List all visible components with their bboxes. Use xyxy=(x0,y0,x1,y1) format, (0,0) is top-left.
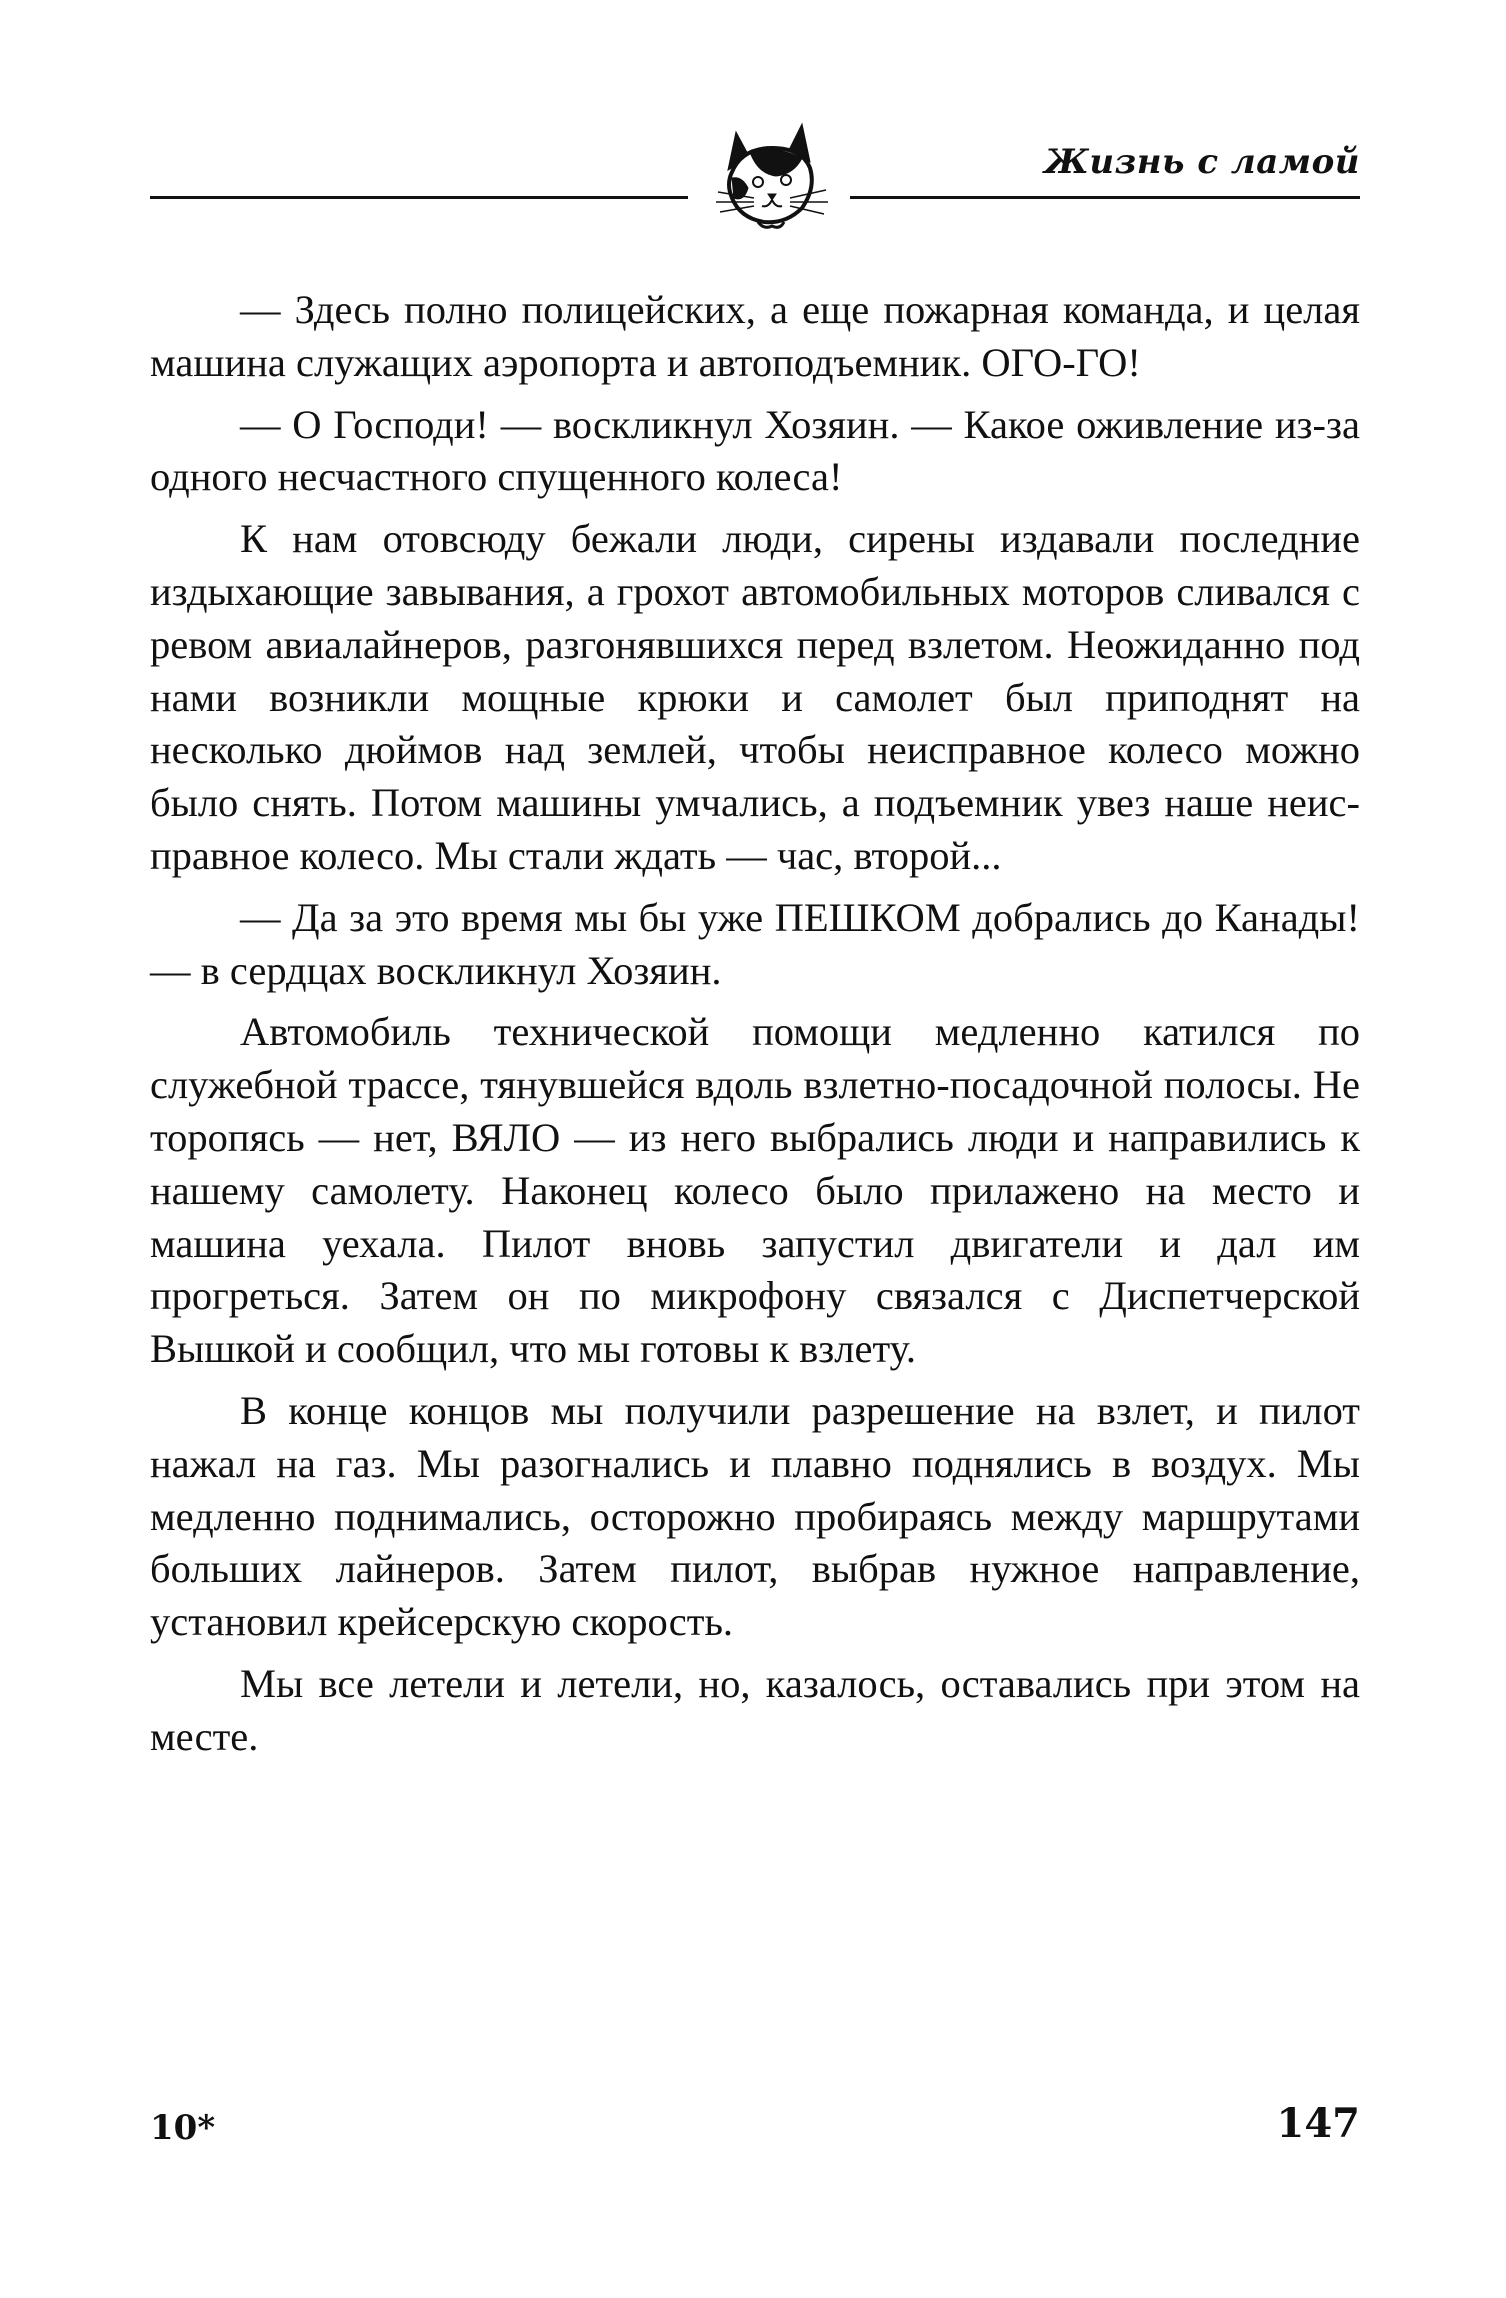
paragraph: — Здесь полно полицейских, а еще пожарная команда, и целая машина служащих аэропорта и автоподъемник. ОГО-ГО! xyxy=(150,287,1360,385)
cat-head-icon xyxy=(698,118,838,236)
paragraph: — О Господи! — воскликнул Хозяин. — Какое оживление из-за одного несчастного спущенного колеса! xyxy=(150,401,1360,500)
paragraph: В конце концов мы получили разрешение на взлет, и пилот нажал на газ. Мы разогнались и плавно поднялись в воздух. Мы медленно поднимались, осторожно пробираясь между маршрутами больших лайнеров. Затем пилот, выбрав нужное направление, установил крейсерскую скорость. xyxy=(150,1387,1360,1645)
paragraph: Мы все летели и летели, но, казалось, оставались при этом на месте. xyxy=(150,1660,1360,1759)
running-header xyxy=(150,118,1360,218)
page-number: 147 xyxy=(1276,2100,1360,2147)
body-text xyxy=(150,284,1360,1773)
paragraph: К нам отовсюду бежали люди, сирены издавали последние издыхающие завывания, а грохот автомобильных моторов сливался с ревом авиалайнеров, разгонявшихся перед взлетом. Неожиданно под нами возникли мощные крюки и самолет был приподнят на несколько дюймов над землей, чтобы неисправное колесо можно было снять. Потом машины умчались, а подъемник увез наше неисправное колесо. Мы стали ждать — час, второй... xyxy=(150,516,1360,878)
header-rule-right xyxy=(850,196,1360,199)
header-rule-left xyxy=(150,196,688,199)
paragraph: Автомобиль технической помощи медленно катился по служебной трассе, тянувшейся вдоль взлетно-посадочной полосы. Не торопясь — нет, ВЯЛО — из него выбрались люди и направились к нашему самолету. Наконец колесо было прилажено на место и машина уехала. Пилот вновь запустил двигатели и дал им прогреться. Затем он по микрофону связался с Диспетчерской Вышкой и сообщил, что мы готовы к взлету. xyxy=(150,1009,1360,1372)
running-title: Жизнь с ламой xyxy=(1044,142,1360,182)
paragraph: — Да за это время мы бы уже ПЕШКОМ добрались до Канады! — в сердцах воскликнул Хозяин. xyxy=(150,894,1360,993)
signature-mark: 10* xyxy=(150,2108,216,2148)
